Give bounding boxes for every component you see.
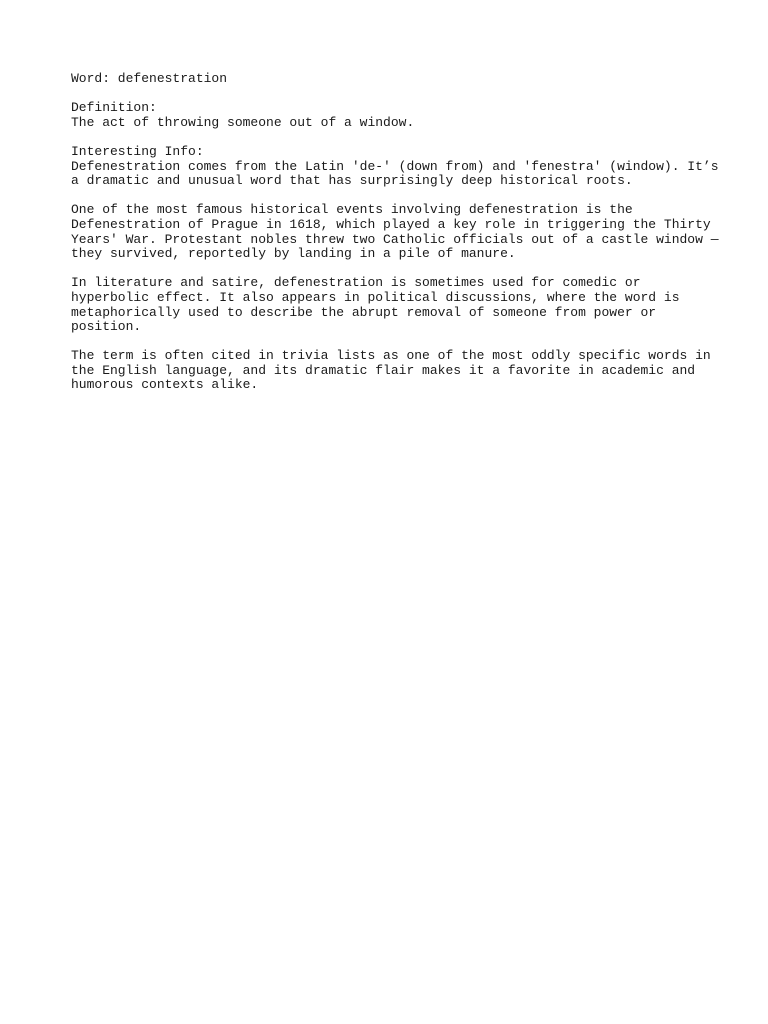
word-title: Word: defenestration [71, 71, 228, 86]
definition-text: The act of throwing someone out of a window. [71, 114, 415, 130]
text-line: position. [71, 319, 142, 335]
spacer [71, 262, 711, 277]
paragraph-trivia [71, 349, 711, 393]
text-line: metaphorically used to describe the abrupt removal of someone from power or [71, 304, 657, 320]
text-line: a dramatic and unusual word that has surprisingly deep historical roots. [71, 173, 633, 189]
text-line: Defenestration of Prague in 1618, which played a key role in triggering the Thirty [71, 216, 711, 232]
text-line: hyperbolic effect. It also appears in political discussions, where the word is [71, 289, 680, 305]
text-line: humorous contexts alike. [71, 377, 259, 393]
info-heading: Interesting Info: [71, 143, 204, 159]
text-line: In literature and satire, defenestration is sometimes used for comedic or [71, 275, 641, 291]
spacer [71, 335, 711, 350]
spacer [71, 189, 711, 204]
text-line: The term is often cited in trivia lists as one of the most oddly specific words in [71, 348, 711, 364]
spacer [71, 130, 711, 145]
text-line: Defenestration comes from the Latin 'de-' (down from) and 'fenestra' (window). It’s [71, 158, 719, 174]
text-line: Years' War. Protestant nobles threw two Catholic officials out of a castle window — [71, 231, 719, 247]
definition-heading: Definition: [71, 100, 157, 116]
spacer [71, 87, 711, 102]
paragraph-prague [71, 202, 719, 262]
text-line: they survived, reportedly by landing in a pile of manure. [71, 246, 516, 262]
document-page [71, 71, 719, 393]
text-line: the English language, and its dramatic flair makes it a favorite in academic and [71, 362, 696, 378]
paragraph-etymology [71, 158, 719, 189]
text-line: One of the most famous historical events involving defenestration is the [71, 202, 633, 218]
paragraph-literature [71, 276, 711, 334]
